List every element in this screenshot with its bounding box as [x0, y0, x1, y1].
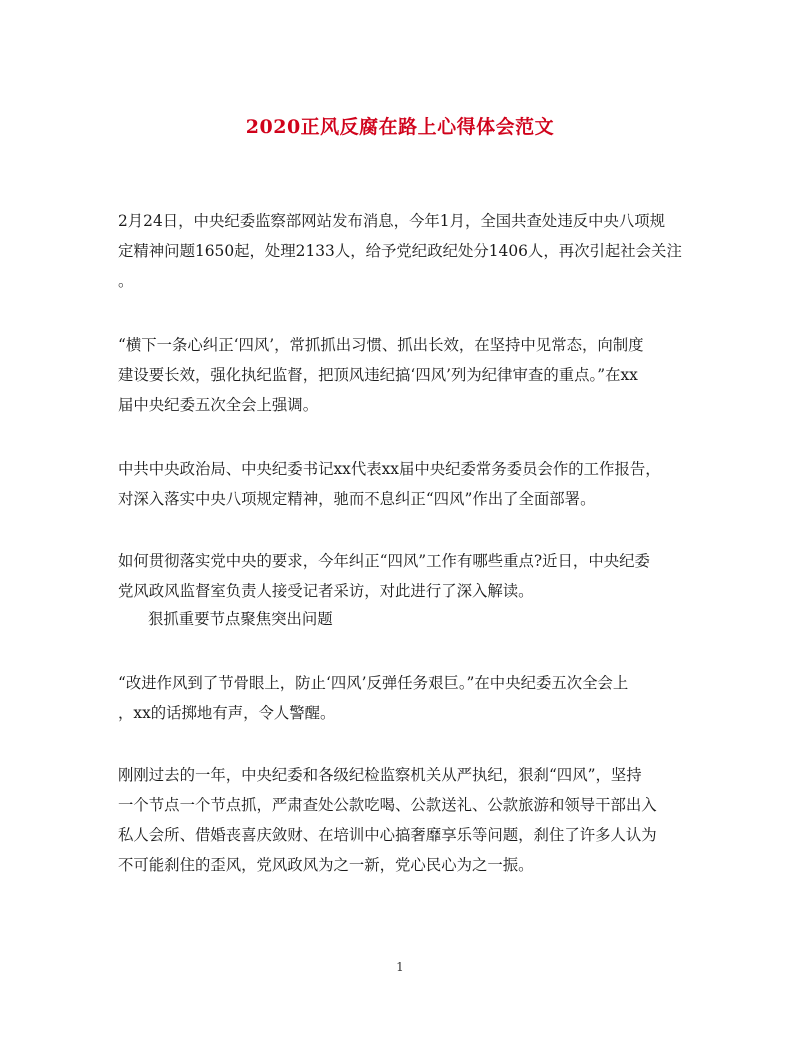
paragraph-3 — [118, 454, 680, 514]
section-heading — [118, 604, 680, 634]
paragraph-5 — [118, 668, 680, 728]
paragraph-line: 定精神问题1650起，处理2133人，给予党纪政纪处分1406人，再次引起社会关注 — [118, 242, 682, 260]
page-number: 1 — [396, 960, 404, 974]
paragraph-line: ，xx的话掷地有声，令人警醒。 — [118, 704, 336, 722]
paragraph-line: 如何贯彻落实党中央的要求，今年纠正“四风”工作有哪些重点?近日，中央纪委 — [118, 552, 650, 570]
paragraph-line: 建设要长效，强化执纪监督，把顶风违纪搞‘四风’列为纪律审查的重点。”在xx — [118, 366, 638, 384]
paragraph-line: 中共中央政治局、中央纪委书记xx代表xx届中央纪委常务委员会作的工作报告， — [118, 460, 661, 478]
paragraph-line: 一个节点一个节点抓，严肃查处公款吃喝、公款送礼、公款旅游和领导干部出入 — [118, 796, 657, 814]
document-title: 2020正风反腐在路上心得体会范文 — [245, 116, 555, 138]
section-heading-text: 狠抓重要节点聚焦突出问题 — [148, 610, 333, 628]
paragraph-1 — [118, 206, 680, 296]
paragraph-line: “改进作风到了节骨眼上，防止‘四风’反弹任务艰巨。”在中央纪委五次全会上 — [118, 674, 629, 692]
paragraph-line: 党风政风监督室负责人接受记者采访，对此进行了深入解读。 — [118, 582, 534, 600]
paragraph-2 — [118, 330, 680, 420]
paragraph-line: 对深入落实中央八项规定精神，驰而不息纠正“四风”作出了全面部署。 — [118, 490, 596, 508]
paragraph-line: 刚刚过去的一年，中央纪委和各级纪检监察机关从严执纪，狠刹“四风”，坚持 — [118, 766, 642, 784]
paragraph-line: 私人会所、借婚丧喜庆敛财、在培训中心搞奢靡享乐等问题，刹住了许多人认为 — [118, 826, 657, 844]
paragraph-line: 2月24日，中央纪委监察部网站发布消息，今年1月，全国共查处违反中央八项规 — [118, 212, 666, 230]
paragraph-4 — [118, 546, 680, 606]
paragraph-6 — [118, 760, 680, 880]
paragraph-line: “横下一条心纠正‘四风’，常抓抓出习惯、抓出长效，在坚持中见常态，向制度 — [118, 336, 644, 354]
paragraph-line: 不可能刹住的歪风，党风政风为之一新，党心民心为之一振。 — [118, 856, 534, 874]
paragraph-line: 。 — [118, 272, 134, 290]
paragraph-line: 届中央纪委五次全会上强调。 — [118, 396, 319, 414]
